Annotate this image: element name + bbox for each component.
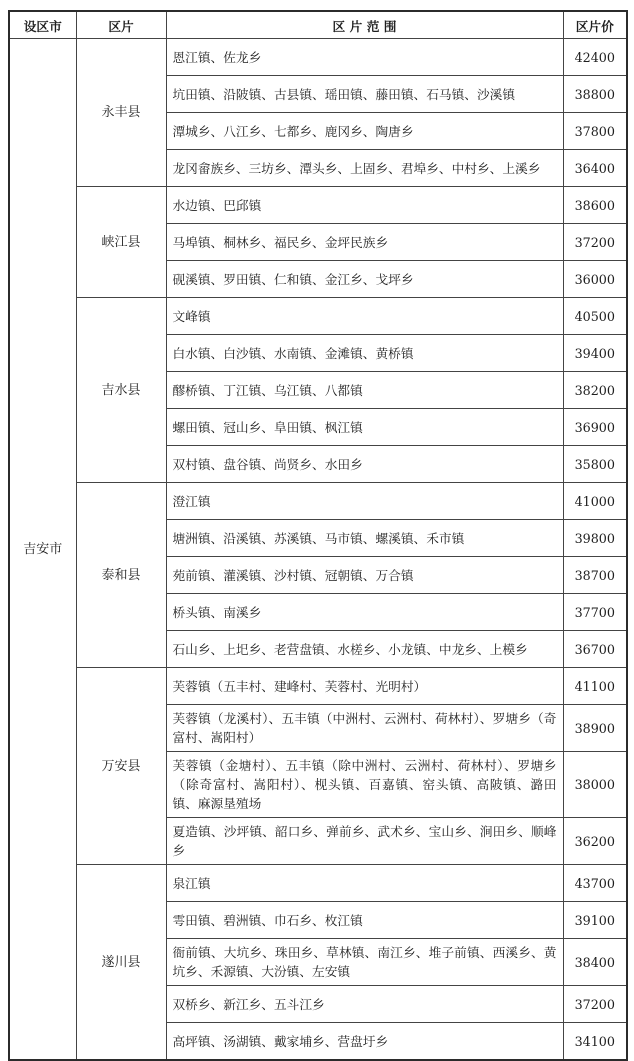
county-cell: 遂川县 bbox=[76, 865, 166, 1061]
zone-price-cell: 37200 bbox=[563, 986, 627, 1023]
zone-range-cell: 马埠镇、桐林乡、福民乡、金坪民族乡 bbox=[166, 224, 563, 261]
table-row bbox=[9, 39, 627, 76]
county-cell: 泰和县 bbox=[76, 483, 166, 668]
zone-price-cell: 40500 bbox=[563, 298, 627, 335]
zone-range-cell: 泉江镇 bbox=[166, 865, 563, 902]
zone-price-cell: 38000 bbox=[563, 752, 627, 818]
zone-price-cell: 36700 bbox=[563, 631, 627, 668]
zone-range-cell: 砚溪镇、罗田镇、仁和镇、金江乡、戈坪乡 bbox=[166, 261, 563, 298]
table-row bbox=[9, 865, 627, 902]
zone-price-cell: 37200 bbox=[563, 224, 627, 261]
zone-range-cell: 醪桥镇、丁江镇、乌江镇、八都镇 bbox=[166, 372, 563, 409]
zone-price-cell: 37700 bbox=[563, 594, 627, 631]
zone-range-cell: 夏造镇、沙坪镇、韶口乡、弹前乡、武术乡、宝山乡、涧田乡、顺峰乡 bbox=[166, 818, 563, 865]
table-row bbox=[9, 298, 627, 335]
county-cell: 万安县 bbox=[76, 668, 166, 865]
zone-price-cell: 38900 bbox=[563, 705, 627, 752]
zone-price-cell: 36900 bbox=[563, 409, 627, 446]
city-cell: 吉安市 bbox=[9, 39, 76, 1061]
zone-range-cell: 桥头镇、南溪乡 bbox=[166, 594, 563, 631]
zone-range-cell: 芙蓉镇（金塘村）、五丰镇（除中洲村、云洲村、荷林村）、罗塘乡（除奇富村、嵩阳村）、枧头镇、百嘉镇、窑头镇、高陂镇、潞田镇、麻源垦殖场 bbox=[166, 752, 563, 818]
zone-range-cell: 石山乡、上圯乡、老营盘镇、水槎乡、小龙镇、中龙乡、上模乡 bbox=[166, 631, 563, 668]
zone-range-cell: 潭城乡、八江乡、七都乡、鹿冈乡、陶唐乡 bbox=[166, 113, 563, 150]
zone-range-cell: 雩田镇、碧洲镇、巾石乡、枚江镇 bbox=[166, 902, 563, 939]
zone-price-cell: 41100 bbox=[563, 668, 627, 705]
zone-range-cell: 衙前镇、大坑乡、珠田乡、草林镇、南江乡、堆子前镇、西溪乡、黄坑乡、禾源镇、大汾镇、左安镇 bbox=[166, 939, 563, 986]
zone-range-cell: 塘洲镇、沿溪镇、苏溪镇、马市镇、螺溪镇、禾市镇 bbox=[166, 520, 563, 557]
county-cell: 吉水县 bbox=[76, 298, 166, 483]
zone-price-cell: 36200 bbox=[563, 818, 627, 865]
header-range: 区 片 范 围 bbox=[166, 11, 563, 39]
zone-range-cell: 螺田镇、冠山乡、阜田镇、枫江镇 bbox=[166, 409, 563, 446]
header-zone: 区片 bbox=[76, 11, 166, 39]
zone-price-cell: 36400 bbox=[563, 150, 627, 187]
table-row bbox=[9, 668, 627, 705]
zone-price-cell: 38200 bbox=[563, 372, 627, 409]
zone-price-cell: 38800 bbox=[563, 76, 627, 113]
zone-price-cell: 36000 bbox=[563, 261, 627, 298]
zone-price-cell: 39400 bbox=[563, 335, 627, 372]
zone-range-cell: 苑前镇、灌溪镇、沙村镇、冠朝镇、万合镇 bbox=[166, 557, 563, 594]
zone-price-cell: 38400 bbox=[563, 939, 627, 986]
zone-range-cell: 高坪镇、汤湖镇、戴家埔乡、营盘圩乡 bbox=[166, 1023, 563, 1061]
zone-range-cell: 恩江镇、佐龙乡 bbox=[166, 39, 563, 76]
zone-price-cell: 42400 bbox=[563, 39, 627, 76]
zone-range-cell: 坑田镇、沿陂镇、古县镇、瑶田镇、藤田镇、石马镇、沙溪镇 bbox=[166, 76, 563, 113]
zone-price-cell: 38600 bbox=[563, 187, 627, 224]
header-price: 区片价 bbox=[563, 11, 627, 39]
county-cell: 峡江县 bbox=[76, 187, 166, 298]
zone-range-cell: 白水镇、白沙镇、水南镇、金滩镇、黄桥镇 bbox=[166, 335, 563, 372]
zone-range-cell: 双桥乡、新江乡、五斗江乡 bbox=[166, 986, 563, 1023]
zone-range-cell: 芙蓉镇（五丰村、建峰村、芙蓉村、光明村） bbox=[166, 668, 563, 705]
zone-range-cell: 龙冈畲族乡、三坊乡、潭头乡、上固乡、君埠乡、中村乡、上溪乡 bbox=[166, 150, 563, 187]
zone-range-cell: 澄江镇 bbox=[166, 483, 563, 520]
county-cell: 永丰县 bbox=[76, 39, 166, 187]
zone-price-cell: 34100 bbox=[563, 1023, 627, 1061]
zone-price-cell: 43700 bbox=[563, 865, 627, 902]
zone-range-cell: 芙蓉镇（龙溪村）、五丰镇（中洲村、云洲村、荷林村）、罗塘乡（奇富村、嵩阳村） bbox=[166, 705, 563, 752]
zone-price-cell: 37800 bbox=[563, 113, 627, 150]
zone-price-cell: 39100 bbox=[563, 902, 627, 939]
table-header-row bbox=[9, 11, 627, 39]
header-city: 设区市 bbox=[9, 11, 76, 39]
zone-price-cell: 41000 bbox=[563, 483, 627, 520]
zone-range-cell: 双村镇、盘谷镇、尚贤乡、水田乡 bbox=[166, 446, 563, 483]
table-row bbox=[9, 187, 627, 224]
land-price-table bbox=[8, 10, 628, 1061]
zone-range-cell: 水边镇、巴邱镇 bbox=[166, 187, 563, 224]
table-row bbox=[9, 483, 627, 520]
zone-range-cell: 文峰镇 bbox=[166, 298, 563, 335]
zone-price-cell: 35800 bbox=[563, 446, 627, 483]
zone-price-cell: 38700 bbox=[563, 557, 627, 594]
zone-price-cell: 39800 bbox=[563, 520, 627, 557]
